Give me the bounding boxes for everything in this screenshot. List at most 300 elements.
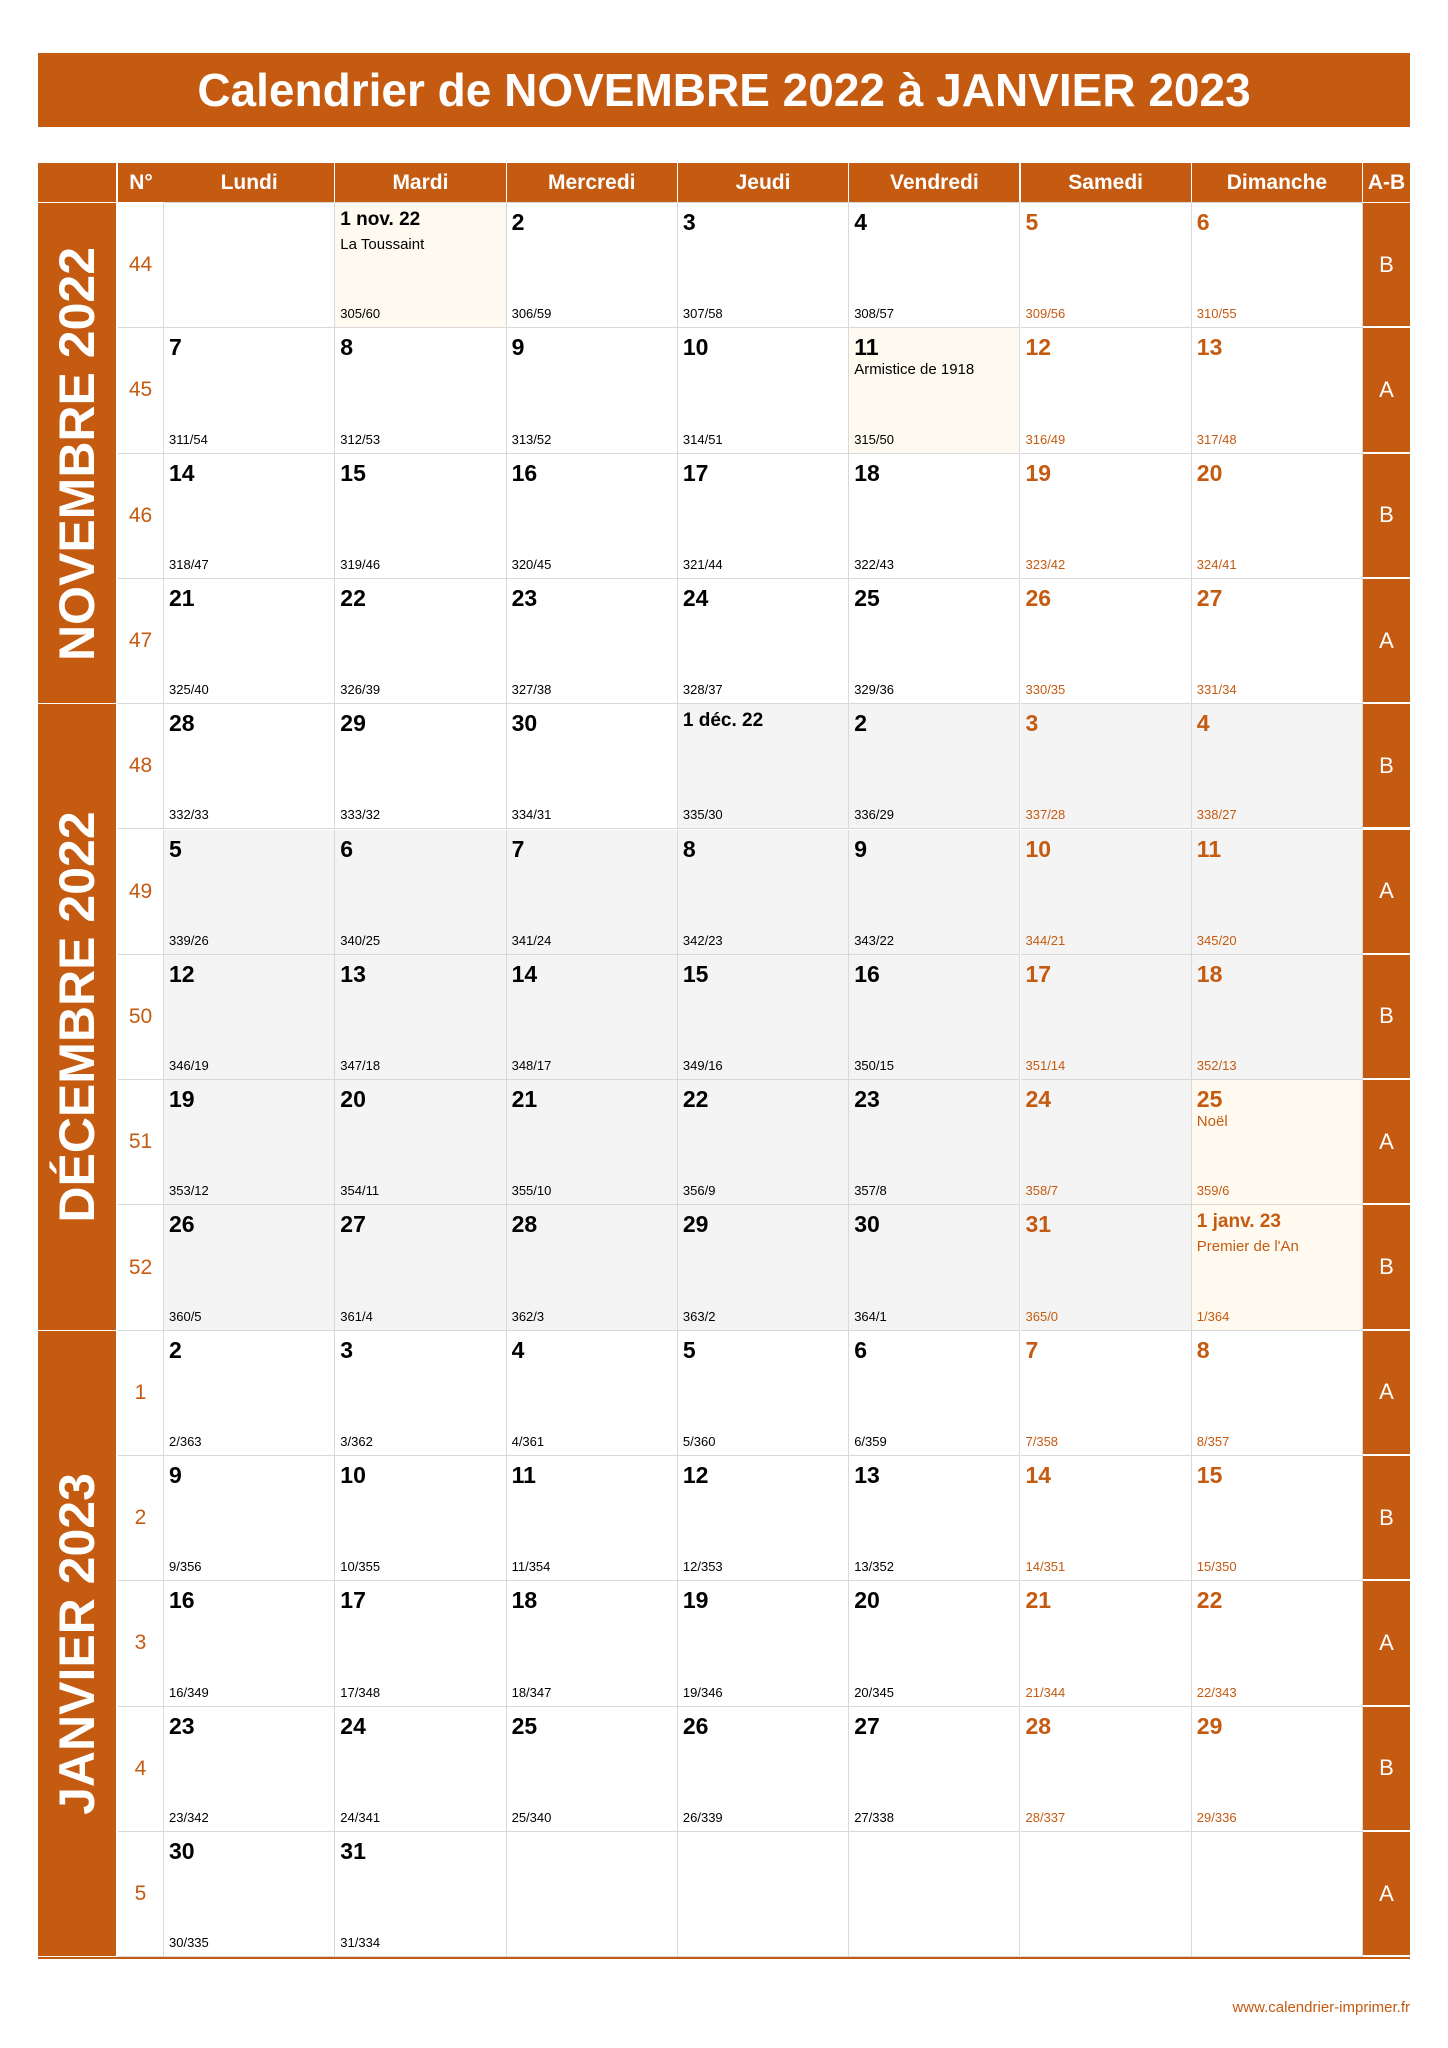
day-of-year: 26/339 [682, 1809, 723, 1825]
day-number: 16 [511, 459, 538, 486]
day-of-year: 335/30 [682, 807, 723, 823]
day-cell[interactable] [164, 1080, 335, 1205]
day-cell[interactable] [507, 955, 678, 1080]
day-cell[interactable] [507, 1331, 678, 1456]
day-cell[interactable] [849, 1707, 1020, 1832]
day-of-year: 347/18 [340, 1058, 381, 1074]
day-number: 26 [682, 1712, 709, 1739]
day-number: 28 [1025, 1712, 1052, 1739]
week-number: 46 [118, 454, 164, 579]
day-number: 5 [1025, 209, 1039, 235]
day-cell[interactable] [335, 454, 506, 579]
day-cell[interactable] [678, 328, 849, 453]
day-number: 22 [340, 584, 366, 611]
day-number: 6 [854, 1336, 867, 1363]
day-number: 26 [1025, 584, 1052, 611]
day-number: 6 [1196, 209, 1210, 235]
day-of-year: 351/14 [1025, 1058, 1066, 1074]
day-cell[interactable] [507, 203, 678, 328]
day-cell[interactable] [335, 203, 506, 328]
day-number: 2 [854, 710, 867, 737]
day-number: 7 [1025, 1336, 1039, 1363]
footer-url[interactable]: www.calendrier-imprimer.fr [1232, 1999, 1410, 2016]
day-of-year: 306/59 [511, 306, 552, 322]
day-cell[interactable] [1021, 1331, 1192, 1456]
week-ab: A [1363, 830, 1410, 955]
day-of-year: 315/50 [854, 431, 894, 447]
day-cell[interactable] [849, 1581, 1020, 1706]
day-cell[interactable] [678, 830, 849, 955]
day-of-year: 334/31 [511, 807, 552, 823]
day-cell[interactable] [1021, 1832, 1192, 1957]
day-number: 30 [854, 1211, 880, 1238]
day-of-year: 307/58 [682, 306, 723, 322]
day-cell[interactable] [1192, 704, 1363, 829]
day-of-year: 359/6 [1196, 1183, 1230, 1199]
day-number: 9 [169, 1462, 182, 1488]
day-cell[interactable] [507, 830, 678, 955]
day-of-year: 22/343 [1196, 1684, 1237, 1700]
day-number: 11 [1196, 835, 1222, 862]
header-day-4: Vendredi [849, 163, 1019, 202]
day-cell[interactable] [849, 1456, 1020, 1581]
header-day-0: Lundi [164, 163, 334, 202]
day-number: 14 [1025, 1462, 1052, 1488]
week-number: 44 [118, 203, 164, 328]
day-of-year: 355/10 [511, 1183, 552, 1199]
header-ab-label: A-B [1363, 163, 1410, 202]
day-cell[interactable] [335, 1456, 506, 1581]
day-number: 8 [340, 334, 354, 361]
week-number: 48 [118, 704, 164, 829]
day-cell[interactable] [678, 1581, 849, 1706]
day-cell[interactable] [507, 579, 678, 704]
header-day-3: Jeudi [678, 163, 848, 202]
day-of-year: 344/21 [1025, 932, 1066, 948]
day-of-year: 333/32 [340, 807, 381, 823]
day-number: 20 [1196, 459, 1223, 486]
day-number: 24 [1025, 1086, 1052, 1113]
day-cell[interactable] [507, 1080, 678, 1205]
day-number: 19 [1025, 459, 1052, 486]
day-of-year: 328/37 [682, 682, 723, 698]
holiday-name: Noël [1196, 1113, 1228, 1131]
day-of-year: 329/36 [854, 682, 894, 698]
day-cell[interactable] [678, 1205, 849, 1330]
day-of-year: 326/39 [340, 682, 381, 698]
day-cell[interactable] [1192, 1331, 1363, 1456]
day-number: 25 [854, 584, 880, 611]
day-cell[interactable] [849, 830, 1020, 955]
day-number: 6 [340, 835, 354, 862]
day-number: 24 [682, 584, 709, 611]
day-of-year: 21/344 [1025, 1684, 1066, 1700]
day-number: 16 [169, 1587, 195, 1614]
day-of-year: 323/42 [1025, 556, 1066, 572]
day-cell[interactable] [164, 1832, 335, 1957]
day-cell[interactable] [678, 955, 849, 1080]
day-cell[interactable] [164, 579, 335, 704]
day-of-year: 3/362 [340, 1433, 373, 1449]
week-number: 5 [118, 1832, 164, 1957]
day-of-year: 305/60 [340, 306, 381, 322]
day-number: 28 [169, 710, 195, 737]
day-number: 20 [854, 1587, 880, 1614]
day-of-year: 23/342 [169, 1809, 209, 1825]
day-cell[interactable] [1021, 1456, 1192, 1581]
day-cell[interactable] [849, 1205, 1020, 1330]
day-number: 29 [340, 710, 366, 737]
day-cell[interactable] [849, 203, 1020, 328]
day-cell[interactable] [164, 830, 335, 955]
day-of-year: 337/28 [1025, 807, 1066, 823]
day-of-year: 356/9 [682, 1183, 716, 1199]
week-number: 3 [118, 1581, 164, 1706]
day-of-year: 346/19 [169, 1058, 209, 1074]
month-label-text: NOVEMBRE 2022 [49, 246, 105, 661]
day-cell[interactable] [1192, 328, 1363, 453]
day-number: 24 [340, 1712, 366, 1739]
day-of-year: 20/345 [854, 1684, 894, 1700]
day-cell[interactable] [678, 1456, 849, 1581]
day-number: 2 [511, 209, 525, 235]
day-cell[interactable] [335, 1581, 506, 1706]
day-of-year: 319/46 [340, 556, 381, 572]
day-cell[interactable] [1021, 1080, 1192, 1205]
day-cell[interactable] [164, 1581, 335, 1706]
holiday-name: Premier de l'An [1196, 1238, 1299, 1256]
day-number: 10 [340, 1462, 366, 1488]
day-of-year: 4/361 [511, 1433, 545, 1449]
day-cell[interactable] [507, 1581, 678, 1706]
day-cell[interactable] [335, 955, 506, 1080]
day-of-year: 320/45 [511, 556, 552, 572]
day-number: 29 [682, 1211, 709, 1238]
day-number: 13 [340, 960, 366, 987]
day-cell[interactable] [507, 328, 678, 453]
day-of-year: 29/336 [1196, 1809, 1237, 1825]
day-of-year: 308/57 [854, 306, 894, 322]
day-of-year: 339/26 [169, 932, 209, 948]
day-number: 11 [511, 1462, 536, 1488]
day-of-year: 6/359 [854, 1433, 887, 1449]
day-number: 20 [340, 1086, 366, 1113]
day-number: 7 [169, 334, 182, 361]
page-title: Calendrier de NOVEMBRE 2022 à JANVIER 2023 [38, 53, 1410, 127]
month-label-text: DÉCEMBRE 2022 [49, 811, 105, 1224]
week-number: 49 [118, 830, 164, 955]
day-of-year: 343/22 [854, 932, 894, 948]
week-number: 51 [118, 1080, 164, 1205]
day-number: 29 [1196, 1712, 1223, 1739]
day-of-year: 327/38 [511, 682, 552, 698]
day-cell[interactable] [678, 1080, 849, 1205]
day-number: 12 [682, 1462, 709, 1488]
day-of-year: 11/354 [511, 1559, 551, 1575]
day-number: 12 [169, 960, 195, 987]
day-number: 13 [854, 1462, 880, 1488]
month-label-text: JANVIER 2023 [49, 1473, 105, 1815]
day-number: 27 [340, 1211, 366, 1238]
day-cell[interactable] [678, 579, 849, 704]
day-cell[interactable] [849, 1832, 1020, 1957]
day-number: 17 [1025, 960, 1052, 987]
day-of-year: 7/358 [1025, 1433, 1059, 1449]
day-of-year: 318/47 [169, 556, 209, 572]
week-number: 2 [118, 1456, 164, 1581]
day-number: 17 [682, 459, 709, 486]
day-number: 22 [682, 1086, 709, 1113]
month-label [38, 1331, 116, 1958]
grid-bottom-line [38, 1957, 1410, 1959]
day-of-year: 317/48 [1196, 431, 1237, 447]
day-number: 8 [1196, 1336, 1210, 1363]
day-cell[interactable] [678, 1832, 849, 1957]
day-of-year: 8/357 [1196, 1433, 1230, 1449]
day-number: 15 [340, 459, 366, 486]
day-number: 3 [1025, 710, 1039, 737]
day-cell[interactable] [164, 1331, 335, 1456]
day-number: 27 [1196, 584, 1223, 611]
day-cell[interactable] [678, 704, 849, 829]
day-of-year: 15/350 [1196, 1559, 1237, 1575]
day-of-year: 360/5 [169, 1308, 202, 1324]
day-of-year: 342/23 [682, 932, 723, 948]
day-number: 16 [854, 960, 880, 987]
day-cell[interactable] [1192, 203, 1363, 328]
day-cell[interactable] [1192, 1205, 1363, 1330]
day-cell[interactable] [335, 328, 506, 453]
day-cell[interactable] [1021, 579, 1192, 704]
day-of-year: 25/340 [511, 1809, 552, 1825]
week-ab: A [1363, 1832, 1410, 1957]
day-number: 25 [511, 1712, 538, 1739]
day-cell[interactable] [335, 1331, 506, 1456]
day-of-year: 311/54 [169, 431, 208, 447]
day-cell[interactable] [678, 454, 849, 579]
day-number: 8 [682, 835, 696, 862]
holiday-name: La Toussaint [340, 236, 425, 253]
week-ab: B [1363, 1707, 1410, 1832]
day-cell[interactable] [507, 704, 678, 829]
day-of-year: 19/346 [682, 1684, 723, 1700]
day-number: 23 [169, 1712, 195, 1739]
day-cell[interactable] [335, 1832, 506, 1957]
day-number: 4 [1196, 710, 1210, 737]
day-of-year: 5/360 [682, 1433, 716, 1449]
day-cell[interactable] [507, 1205, 678, 1330]
day-number: 26 [169, 1211, 195, 1238]
day-number: 30 [511, 710, 538, 737]
day-cell[interactable] [164, 955, 335, 1080]
day-number: 21 [1025, 1587, 1052, 1614]
day-of-year: 345/20 [1196, 932, 1237, 948]
day-number: 5 [682, 1336, 696, 1363]
day-of-year: 354/11 [340, 1183, 380, 1199]
day-number: 11 [854, 334, 879, 361]
day-of-year: 312/53 [340, 431, 381, 447]
day-number: 5 [169, 835, 182, 862]
day-number: 19 [682, 1587, 709, 1614]
day-cell[interactable] [507, 454, 678, 579]
day-number: 7 [511, 835, 525, 862]
day-of-year: 324/41 [1196, 556, 1237, 572]
day-cell[interactable] [335, 830, 506, 955]
week-ab: A [1363, 328, 1410, 453]
day-of-year: 13/352 [854, 1559, 894, 1575]
day-of-year: 321/44 [682, 556, 723, 572]
day-cell[interactable] [678, 203, 849, 328]
day-cell[interactable] [1021, 704, 1192, 829]
day-cell[interactable] [1021, 830, 1192, 955]
day-cell[interactable] [335, 1707, 506, 1832]
day-number: 2 [169, 1336, 182, 1363]
day-of-year: 362/3 [511, 1308, 545, 1324]
day-of-year: 322/43 [854, 556, 894, 572]
week-number: 45 [118, 328, 164, 453]
day-of-year: 17/348 [340, 1684, 381, 1700]
day-of-year: 16/349 [169, 1684, 209, 1700]
day-cell[interactable] [1192, 1581, 1363, 1706]
day-of-year: 313/52 [511, 431, 552, 447]
day-of-year: 331/34 [1196, 682, 1237, 698]
day-of-year: 325/40 [169, 682, 209, 698]
day-of-year: 30/335 [169, 1935, 209, 1951]
day-of-year: 10/355 [340, 1559, 381, 1575]
day-number: 18 [854, 459, 880, 486]
day-of-year: 358/7 [1025, 1183, 1059, 1199]
day-of-year: 364/1 [854, 1308, 887, 1324]
day-cell[interactable] [164, 328, 335, 453]
day-cell[interactable] [335, 579, 506, 704]
day-number: 14 [169, 459, 195, 486]
month-label [38, 704, 116, 1331]
day-cell[interactable] [1192, 1832, 1363, 1957]
day-cell[interactable] [849, 955, 1020, 1080]
day-number: 19 [169, 1086, 195, 1113]
day-cell[interactable] [507, 1832, 678, 1957]
day-number: 9 [511, 334, 525, 361]
day-of-year: 332/33 [169, 807, 209, 823]
day-cell[interactable] [849, 1080, 1020, 1205]
day-cell[interactable] [678, 1707, 849, 1832]
grid-top-line [164, 202, 1363, 203]
week-number: 47 [118, 579, 164, 704]
header-corner [38, 163, 116, 202]
day-of-year: 28/337 [1025, 1809, 1066, 1825]
day-of-year: 310/55 [1196, 306, 1237, 322]
day-number: 1 janv. 23 [1196, 1211, 1281, 1233]
holiday-name: Armistice de 1918 [854, 361, 975, 379]
day-of-year: 330/35 [1025, 682, 1066, 698]
day-number: 3 [682, 209, 696, 235]
day-number: 15 [1196, 1462, 1223, 1488]
day-number: 1 déc. 22 [682, 710, 764, 732]
day-number: 9 [854, 835, 867, 862]
week-ab: B [1363, 454, 1410, 579]
day-of-year: 352/13 [1196, 1058, 1237, 1074]
day-of-year: 365/0 [1025, 1308, 1059, 1324]
day-cell[interactable] [849, 328, 1020, 453]
day-of-year: 340/25 [340, 932, 381, 948]
day-cell[interactable] [1021, 955, 1192, 1080]
week-ab: B [1363, 1205, 1410, 1330]
header-day-2: Mercredi [507, 163, 677, 202]
day-number: 14 [511, 960, 538, 987]
day-number: 13 [1196, 334, 1223, 361]
week-ab: B [1363, 955, 1410, 1080]
month-label [38, 203, 116, 704]
day-number: 21 [169, 584, 195, 611]
day-of-year: 353/12 [169, 1183, 209, 1199]
day-cell[interactable] [164, 704, 335, 829]
day-cell[interactable] [507, 1707, 678, 1832]
day-cell[interactable] [164, 1707, 335, 1832]
day-cell[interactable] [1192, 1707, 1363, 1832]
day-cell[interactable] [849, 704, 1020, 829]
day-cell[interactable] [335, 1205, 506, 1330]
day-number: 25 [1196, 1086, 1223, 1113]
week-ab: A [1363, 579, 1410, 704]
day-cell[interactable] [849, 454, 1020, 579]
day-cell[interactable] [335, 704, 506, 829]
day-cell[interactable] [1021, 1205, 1192, 1330]
day-number: 18 [511, 1587, 538, 1614]
day-cell[interactable] [1021, 203, 1192, 328]
day-cell[interactable] [1192, 579, 1363, 704]
day-cell[interactable] [1021, 328, 1192, 453]
week-number: 52 [118, 1205, 164, 1330]
day-cell[interactable] [1192, 1080, 1363, 1205]
day-cell[interactable] [507, 1456, 678, 1581]
header-day-1: Mardi [335, 163, 505, 202]
day-cell[interactable] [164, 454, 335, 579]
day-cell[interactable] [164, 1456, 335, 1581]
week-ab: A [1363, 1581, 1410, 1706]
day-cell[interactable] [164, 203, 335, 328]
day-of-year: 14/351 [1025, 1559, 1066, 1575]
day-of-year: 348/17 [511, 1058, 552, 1074]
week-number: 4 [118, 1707, 164, 1832]
day-number: 4 [511, 1336, 525, 1363]
day-cell[interactable] [335, 1080, 506, 1205]
day-cell[interactable] [1021, 454, 1192, 579]
day-of-year: 9/356 [169, 1559, 202, 1575]
day-number: 21 [511, 1086, 538, 1113]
day-number: 23 [854, 1086, 880, 1113]
day-number: 31 [1025, 1211, 1052, 1238]
day-of-year: 1/364 [1196, 1308, 1230, 1324]
day-of-year: 350/15 [854, 1058, 894, 1074]
day-cell[interactable] [849, 1331, 1020, 1456]
day-cell[interactable] [164, 1205, 335, 1330]
day-number: 17 [340, 1587, 366, 1614]
day-cell[interactable] [849, 579, 1020, 704]
day-of-year: 361/4 [340, 1308, 373, 1324]
day-cell[interactable] [678, 1331, 849, 1456]
day-cell[interactable] [1021, 1581, 1192, 1706]
day-number: 31 [340, 1837, 366, 1864]
day-cell[interactable] [1192, 454, 1363, 579]
day-cell[interactable] [1192, 955, 1363, 1080]
header-week-label: N° [118, 163, 164, 202]
day-cell[interactable] [1192, 1456, 1363, 1581]
day-of-year: 338/27 [1196, 807, 1237, 823]
day-cell[interactable] [1192, 830, 1363, 955]
day-cell[interactable] [1021, 1707, 1192, 1832]
day-of-year: 12/353 [682, 1559, 723, 1575]
week-ab: B [1363, 1456, 1410, 1581]
